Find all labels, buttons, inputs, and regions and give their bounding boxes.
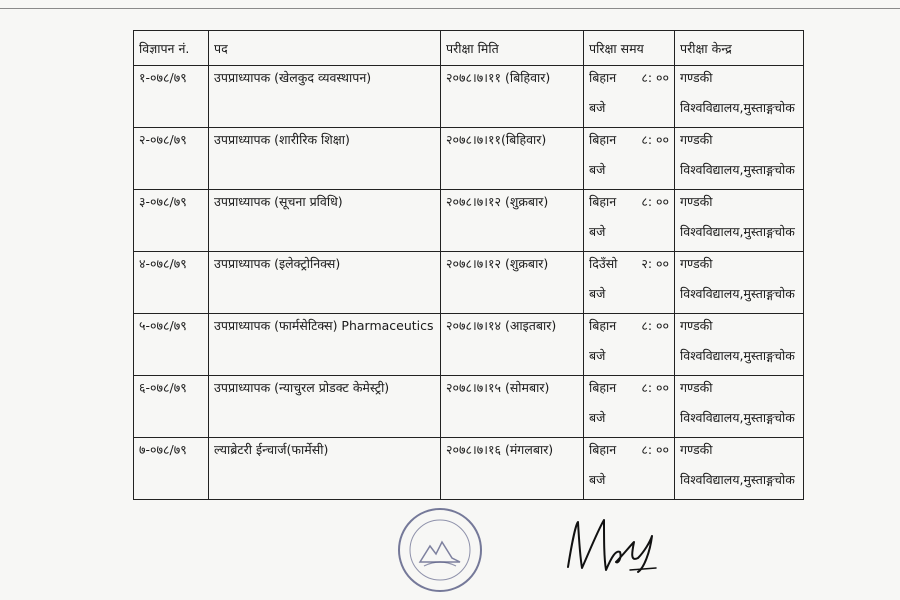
time-suffix-text: बजे [589,162,606,177]
header-post: पद [209,31,441,66]
time-suffix-text: बजे [589,472,606,487]
table-header-row [134,31,804,66]
cell-exam-center [675,66,804,128]
center-line-2: विश्वविद्यालय,मुस्ताङ्गचोक [680,224,795,239]
cell-exam-time [584,314,675,376]
cell-exam-time [584,66,675,128]
post-text: उपप्राध्यापक (खेलकुद व्यवस्थापन) [214,70,372,85]
cell-exam-time [584,438,675,500]
cell-ad-no [134,128,209,190]
center-line-1: गण्डकी [680,194,713,209]
cell-exam-date [441,66,584,128]
cell-post [209,66,441,128]
time-suffix-text: बजे [589,100,606,115]
table-row [134,66,804,128]
ad-no-text: ४-०७८/७९ [139,256,187,271]
time-value-text: ८: ०० [641,70,669,85]
ad-no-text: ६-०७८/७९ [139,380,187,395]
cell-ad-no [134,314,209,376]
time-period-text: बिहान [589,194,617,209]
cell-exam-date [441,128,584,190]
cell-exam-time [584,252,675,314]
exam-date-text: २०७८।७।१२ (शुक्रबार) [446,256,549,271]
exam-time-line [589,441,669,458]
cell-exam-center [675,314,804,376]
header-exam-date: परीक्षा मिति [441,31,584,66]
cell-post [209,376,441,438]
center-line-1: गण्डकी [680,70,713,85]
cell-exam-center [675,376,804,438]
time-period-text: बिहान [589,380,617,395]
cell-post [209,252,441,314]
cell-exam-center [675,190,804,252]
post-text: उपप्राध्यापक (सूचना प्रविधि) [214,194,343,209]
cell-ad-no [134,438,209,500]
center-line-2: विश्वविद्यालय,मुस्ताङ्गचोक [680,472,795,487]
cell-exam-date [441,252,584,314]
time-suffix-text: बजे [589,348,606,363]
cell-post [209,190,441,252]
ad-no-text: ३-०७८/७९ [139,194,187,209]
table-row [134,128,804,190]
top-divider [0,8,900,9]
cell-ad-no [134,376,209,438]
cell-ad-no [134,190,209,252]
ad-no-text: २-०७८/७९ [139,132,187,147]
exam-time-line [589,255,669,272]
university-stamp [396,506,484,594]
center-line-2: विश्वविद्यालय,मुस्ताङ्गचोक [680,410,795,425]
table-row [134,376,804,438]
post-text: उपप्राध्यापक (शारीरिक शिक्षा) [214,132,350,147]
exam-schedule-table-wrapper [133,30,804,500]
exam-date-text: २०७८।७।११ (बिहिवार) [446,70,551,85]
header-ad-no: विज्ञापन नं. [134,31,209,66]
post-text: उपप्राध्यापक (इलेक्ट्रोनिक्स) [214,256,341,271]
time-period-text: दिउँसो [589,256,618,271]
center-line-2: विश्वविद्यालय,मुस्ताङ्गचोक [680,286,795,301]
time-period-text: बिहान [589,70,617,85]
center-line-1: गण्डकी [680,256,713,271]
table-row [134,252,804,314]
time-suffix-text: बजे [589,410,606,425]
time-suffix-text: बजे [589,286,606,301]
signature [560,512,670,582]
exam-time-line [589,317,669,334]
time-value-text: २: ०० [641,256,669,271]
time-period-text: बिहान [589,318,617,333]
cell-exam-date [441,376,584,438]
cell-ad-no [134,66,209,128]
cell-ad-no [134,252,209,314]
table-row [134,438,804,500]
time-value-text: ८: ०० [641,132,669,147]
header-exam-time: परिक्षा समय [584,31,675,66]
cell-exam-time [584,190,675,252]
exam-schedule-table [133,30,804,500]
time-value-text: ८: ०० [641,194,669,209]
exam-date-text: २०७८।७।१२ (शुक्रबार) [446,194,549,209]
ad-no-text: ५-०७८/७९ [139,318,187,333]
cell-exam-time [584,128,675,190]
center-line-1: गण्डकी [680,442,713,457]
table-row [134,190,804,252]
time-value-text: ८: ०० [641,318,669,333]
cell-post [209,128,441,190]
time-period-text: बिहान [589,442,617,457]
time-period-text: बिहान [589,132,617,147]
post-text: उपप्राध्यापक (न्याचुरल प्रोडक्ट केमेस्ट्री) [214,380,390,395]
exam-date-text: २०७८।७।११(बिहिवार) [446,132,547,147]
ad-no-text: ७-०७८/७९ [139,442,187,457]
cell-exam-center [675,438,804,500]
table-row [134,314,804,376]
cell-post [209,314,441,376]
center-line-1: गण्डकी [680,318,713,333]
cell-exam-center [675,252,804,314]
header-exam-center: परीक्षा केन्द्र [675,31,804,66]
exam-date-text: २०७८।७।१६ (मंगलबार) [446,442,554,457]
ad-no-text: १-०७८/७९ [139,70,187,85]
post-text: उपप्राध्यापक (फार्मसेटिक्स) Pharmaceutics [214,318,434,333]
exam-time-line [589,131,669,148]
time-value-text: ८: ०० [641,380,669,395]
post-text: ल्याब्रेटरी ईन्चार्ज(फार्मेसी) [214,442,329,457]
exam-date-text: २०७८।७।१५ (सोमबार) [446,380,550,395]
cell-post [209,438,441,500]
cell-exam-center [675,128,804,190]
center-line-1: गण्डकी [680,132,713,147]
center-line-2: विश्वविद्यालय,मुस्ताङ्गचोक [680,100,795,115]
table-body [134,66,804,500]
time-value-text: ८: ०० [641,442,669,457]
center-line-1: गण्डकी [680,380,713,395]
exam-time-line [589,69,669,86]
cell-exam-date [441,314,584,376]
exam-date-text: २०७८।७।१४ (आइतबार) [446,318,557,333]
center-line-2: विश्वविद्यालय,मुस्ताङ्गचोक [680,348,795,363]
time-suffix-text: बजे [589,224,606,239]
cell-exam-date [441,438,584,500]
cell-exam-time [584,376,675,438]
cell-exam-date [441,190,584,252]
exam-time-line [589,379,669,396]
exam-time-line [589,193,669,210]
center-line-2: विश्वविद्यालय,मुस्ताङ्गचोक [680,162,795,177]
